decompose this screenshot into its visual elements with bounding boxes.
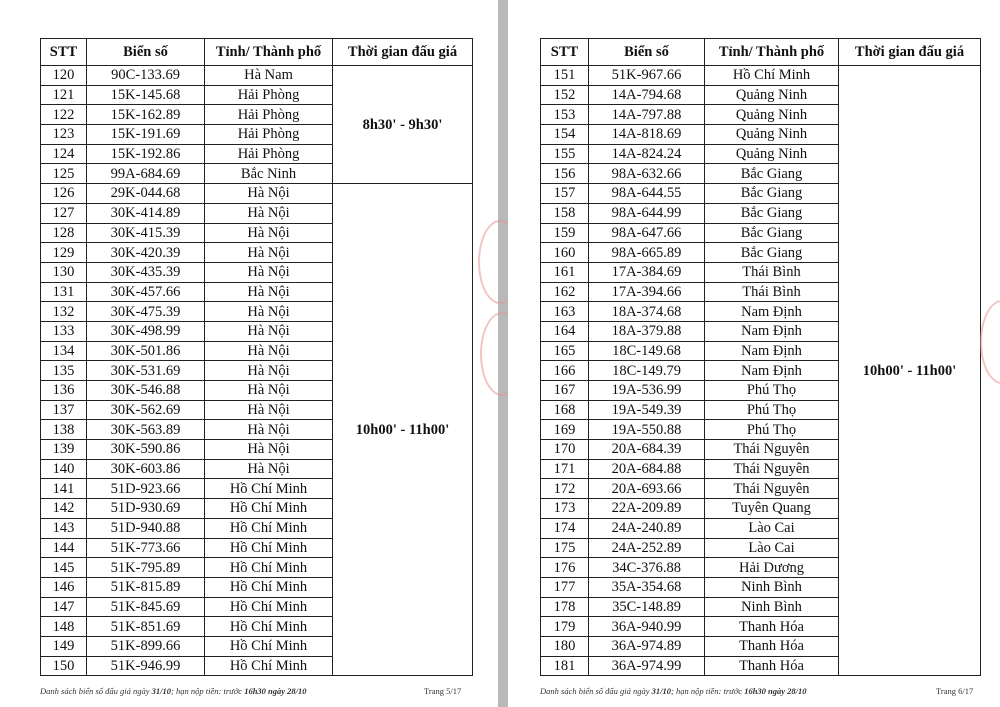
cell-plate-number: 19A-549.39	[589, 400, 705, 420]
cell-stt: 160	[541, 243, 589, 263]
cell-plate-number: 15K-145.68	[87, 85, 205, 105]
cell-province: Phú Thọ	[705, 381, 839, 401]
cell-province: Hà Nội	[205, 321, 333, 341]
cell-stt: 157	[541, 184, 589, 204]
cell-province: Hà Nội	[205, 361, 333, 381]
cell-stt: 153	[541, 105, 589, 125]
cell-stt: 165	[541, 341, 589, 361]
cell-plate-number: 17A-394.66	[589, 282, 705, 302]
footer-date: 31/10	[151, 686, 172, 696]
cell-auction-time: 8h30' - 9h30'	[333, 66, 473, 184]
cell-province: Hà Nội	[205, 440, 333, 460]
cell-province: Thái Nguyên	[705, 459, 839, 479]
cell-province: Hà Nội	[205, 341, 333, 361]
cell-province: Thanh Hóa	[705, 636, 839, 656]
header-stt: STT	[541, 39, 589, 66]
cell-province: Ninh Bình	[705, 597, 839, 617]
cell-plate-number: 51K-967.66	[589, 66, 705, 86]
cell-plate-number: 90C-133.69	[87, 66, 205, 86]
cell-plate-number: 20A-693.66	[589, 479, 705, 499]
cell-province: Hải Phòng	[205, 85, 333, 105]
cell-plate-number: 30K-414.89	[87, 203, 205, 223]
cell-stt: 156	[541, 164, 589, 184]
cell-stt: 124	[41, 144, 87, 164]
header-stt: STT	[41, 39, 87, 66]
table-header-row	[541, 39, 981, 66]
cell-stt: 172	[541, 479, 589, 499]
cell-stt: 126	[41, 184, 87, 204]
cell-plate-number: 30K-563.89	[87, 420, 205, 440]
cell-province: Hà Nội	[205, 223, 333, 243]
cell-stt: 161	[541, 262, 589, 282]
cell-plate-number: 30K-435.39	[87, 262, 205, 282]
document-page-left	[0, 0, 498, 707]
cell-plate-number: 18C-149.79	[589, 361, 705, 381]
cell-plate-number: 19A-536.99	[589, 381, 705, 401]
cell-stt: 134	[41, 341, 87, 361]
cell-plate-number: 24A-252.89	[589, 538, 705, 558]
cell-stt: 131	[41, 282, 87, 302]
cell-stt: 180	[541, 636, 589, 656]
cell-stt: 142	[41, 499, 87, 519]
cell-stt: 159	[541, 223, 589, 243]
cell-stt: 132	[41, 302, 87, 322]
cell-plate-number: 51K-795.89	[87, 558, 205, 578]
cell-province: Thái Bình	[705, 262, 839, 282]
cell-stt: 163	[541, 302, 589, 322]
header-auction-time: Thời gian đấu giá	[839, 39, 981, 66]
cell-stt: 158	[541, 203, 589, 223]
cell-stt: 148	[41, 617, 87, 637]
cell-plate-number: 30K-562.69	[87, 400, 205, 420]
cell-plate-number: 22A-209.89	[589, 499, 705, 519]
cell-province: Ninh Bình	[705, 577, 839, 597]
cell-stt: 178	[541, 597, 589, 617]
cell-stt: 127	[41, 203, 87, 223]
cell-stt: 169	[541, 420, 589, 440]
page-footer	[40, 686, 307, 696]
cell-stt: 135	[41, 361, 87, 381]
cell-stt: 145	[41, 558, 87, 578]
cell-province: Hồ Chí Minh	[205, 597, 333, 617]
cell-stt: 120	[41, 66, 87, 86]
cell-province: Bắc Giang	[705, 203, 839, 223]
cell-plate-number: 18A-379.88	[589, 321, 705, 341]
cell-province: Thái Nguyên	[705, 440, 839, 460]
cell-stt: 171	[541, 459, 589, 479]
plates-table	[40, 38, 473, 676]
cell-province: Thái Nguyên	[705, 479, 839, 499]
cell-plate-number: 51K-851.69	[87, 617, 205, 637]
cell-plate-number: 19A-550.88	[589, 420, 705, 440]
cell-plate-number: 18A-374.68	[589, 302, 705, 322]
cell-stt: 152	[541, 85, 589, 105]
page-number: Trang 6/17	[936, 686, 974, 696]
cell-province: Bắc Giang	[705, 164, 839, 184]
cell-plate-number: 51K-815.89	[87, 577, 205, 597]
cell-province: Nam Định	[705, 361, 839, 381]
cell-stt: 176	[541, 558, 589, 578]
footer-deadline: 16h30 ngày 28/10	[244, 686, 307, 696]
cell-stt: 168	[541, 400, 589, 420]
cell-province: Phú Thọ	[705, 400, 839, 420]
document-page-right	[508, 0, 1000, 707]
red-stamp-mark	[980, 300, 1000, 384]
cell-province: Hồ Chí Minh	[205, 617, 333, 637]
cell-stt: 128	[41, 223, 87, 243]
cell-province: Lào Cai	[705, 518, 839, 538]
cell-plate-number: 30K-475.39	[87, 302, 205, 322]
cell-stt: 133	[41, 321, 87, 341]
cell-plate-number: 14A-818.69	[589, 125, 705, 145]
cell-plate-number: 51K-845.69	[87, 597, 205, 617]
cell-province: Thanh Hóa	[705, 656, 839, 676]
page-number: Trang 5/17	[424, 686, 462, 696]
cell-plate-number: 98A-665.89	[589, 243, 705, 263]
cell-province: Hà Nội	[205, 203, 333, 223]
cell-province: Thanh Hóa	[705, 617, 839, 637]
cell-plate-number: 30K-590.86	[87, 440, 205, 460]
cell-stt: 123	[41, 125, 87, 145]
cell-stt: 129	[41, 243, 87, 263]
cell-province: Bắc Giang	[705, 184, 839, 204]
cell-stt: 177	[541, 577, 589, 597]
cell-province: Hồ Chí Minh	[205, 656, 333, 676]
footer-mid: ; hạn nộp tiền: trước	[171, 686, 245, 696]
cell-plate-number: 98A-647.66	[589, 223, 705, 243]
cell-plate-number: 51K-773.66	[87, 538, 205, 558]
cell-plate-number: 51K-946.99	[87, 656, 205, 676]
cell-province: Hà Nội	[205, 381, 333, 401]
cell-plate-number: 36A-940.99	[589, 617, 705, 637]
cell-province: Hải Phòng	[205, 105, 333, 125]
cell-province: Quảng Ninh	[705, 85, 839, 105]
cell-plate-number: 15K-162.89	[87, 105, 205, 125]
cell-province: Nam Định	[705, 321, 839, 341]
cell-province: Hồ Chí Minh	[705, 66, 839, 86]
cell-province: Hà Nam	[205, 66, 333, 86]
cell-plate-number: 30K-531.69	[87, 361, 205, 381]
cell-province: Quảng Ninh	[705, 105, 839, 125]
footer-deadline: 16h30 ngày 28/10	[744, 686, 807, 696]
cell-plate-number: 34C-376.88	[589, 558, 705, 578]
cell-province: Hồ Chí Minh	[205, 636, 333, 656]
table-row	[541, 66, 981, 86]
cell-stt: 181	[541, 656, 589, 676]
cell-stt: 125	[41, 164, 87, 184]
cell-plate-number: 51K-899.66	[87, 636, 205, 656]
cell-province: Hồ Chí Minh	[205, 518, 333, 538]
cell-stt: 146	[41, 577, 87, 597]
cell-stt: 162	[541, 282, 589, 302]
cell-province: Hà Nội	[205, 262, 333, 282]
cell-plate-number: 29K-044.68	[87, 184, 205, 204]
table-row	[41, 66, 473, 86]
cell-province: Hà Nội	[205, 420, 333, 440]
footer-prefix: Danh sách biển số đấu giá ngày	[40, 686, 152, 696]
cell-stt: 155	[541, 144, 589, 164]
cell-province: Hồ Chí Minh	[205, 499, 333, 519]
cell-stt: 139	[41, 440, 87, 460]
cell-plate-number: 30K-415.39	[87, 223, 205, 243]
cell-province: Quảng Ninh	[705, 144, 839, 164]
cell-plate-number: 36A-974.99	[589, 656, 705, 676]
cell-stt: 147	[41, 597, 87, 617]
footer-mid: ; hạn nộp tiền: trước	[671, 686, 745, 696]
cell-stt: 167	[541, 381, 589, 401]
cell-stt: 154	[541, 125, 589, 145]
cell-stt: 174	[541, 518, 589, 538]
cell-stt: 150	[41, 656, 87, 676]
cell-stt: 143	[41, 518, 87, 538]
cell-stt: 149	[41, 636, 87, 656]
cell-province: Bắc Giang	[705, 223, 839, 243]
cell-plate-number: 35C-148.89	[589, 597, 705, 617]
cell-province: Hồ Chí Minh	[205, 479, 333, 499]
cell-stt: 122	[41, 105, 87, 125]
table-header-row	[41, 39, 473, 66]
cell-province: Hà Nội	[205, 282, 333, 302]
header-auction-time: Thời gian đấu giá	[333, 39, 473, 66]
cell-stt: 151	[541, 66, 589, 86]
cell-province: Hải Phòng	[205, 125, 333, 145]
cell-province: Bắc Giang	[705, 243, 839, 263]
cell-plate-number: 14A-794.68	[589, 85, 705, 105]
cell-stt: 166	[541, 361, 589, 381]
cell-province: Phú Thọ	[705, 420, 839, 440]
cell-plate-number: 15K-192.86	[87, 144, 205, 164]
cell-province: Hà Nội	[205, 243, 333, 263]
cell-stt: 175	[541, 538, 589, 558]
cell-stt: 140	[41, 459, 87, 479]
header-province: Tỉnh/ Thành phố	[205, 39, 333, 66]
cell-province: Bắc Ninh	[205, 164, 333, 184]
cell-province: Hồ Chí Minh	[205, 558, 333, 578]
cell-plate-number: 15K-191.69	[87, 125, 205, 145]
cell-plate-number: 30K-457.66	[87, 282, 205, 302]
cell-stt: 173	[541, 499, 589, 519]
cell-stt: 121	[41, 85, 87, 105]
cell-stt: 138	[41, 420, 87, 440]
cell-province: Quảng Ninh	[705, 125, 839, 145]
cell-plate-number: 35A-354.68	[589, 577, 705, 597]
cell-province: Hà Nội	[205, 302, 333, 322]
cell-plate-number: 98A-632.66	[589, 164, 705, 184]
cell-plate-number: 24A-240.89	[589, 518, 705, 538]
table-row	[41, 184, 473, 204]
cell-province: Nam Định	[705, 341, 839, 361]
cell-plate-number: 36A-974.89	[589, 636, 705, 656]
cell-plate-number: 30K-420.39	[87, 243, 205, 263]
cell-plate-number: 98A-644.99	[589, 203, 705, 223]
cell-plate-number: 30K-546.88	[87, 381, 205, 401]
cell-plate-number: 17A-384.69	[589, 262, 705, 282]
cell-province: Hồ Chí Minh	[205, 538, 333, 558]
cell-plate-number: 99A-684.69	[87, 164, 205, 184]
cell-stt: 130	[41, 262, 87, 282]
cell-province: Hồ Chí Minh	[205, 577, 333, 597]
cell-province: Hải Phòng	[205, 144, 333, 164]
cell-plate-number: 20A-684.88	[589, 459, 705, 479]
header-plate-number: Biển số	[87, 39, 205, 66]
cell-stt: 136	[41, 381, 87, 401]
cell-province: Hà Nội	[205, 400, 333, 420]
cell-auction-time: 10h00' - 11h00'	[839, 66, 981, 676]
cell-plate-number: 51D-930.69	[87, 499, 205, 519]
page-footer	[540, 686, 807, 696]
cell-province: Hà Nội	[205, 184, 333, 204]
footer-date: 31/10	[651, 686, 672, 696]
cell-plate-number: 14A-824.24	[589, 144, 705, 164]
cell-stt: 179	[541, 617, 589, 637]
cell-plate-number: 51D-923.66	[87, 479, 205, 499]
cell-plate-number: 51D-940.88	[87, 518, 205, 538]
cell-province: Thái Bình	[705, 282, 839, 302]
cell-plate-number: 30K-498.99	[87, 321, 205, 341]
cell-stt: 164	[541, 321, 589, 341]
cell-plate-number: 18C-149.68	[589, 341, 705, 361]
header-province: Tỉnh/ Thành phố	[705, 39, 839, 66]
cell-plate-number: 14A-797.88	[589, 105, 705, 125]
cell-stt: 141	[41, 479, 87, 499]
cell-province: Tuyên Quang	[705, 499, 839, 519]
cell-plate-number: 98A-644.55	[589, 184, 705, 204]
cell-stt: 170	[541, 440, 589, 460]
footer-prefix: Danh sách biển số đấu giá ngày	[540, 686, 652, 696]
cell-stt: 137	[41, 400, 87, 420]
header-plate-number: Biển số	[589, 39, 705, 66]
cell-province: Lào Cai	[705, 538, 839, 558]
cell-plate-number: 30K-603.86	[87, 459, 205, 479]
cell-plate-number: 20A-684.39	[589, 440, 705, 460]
plates-table	[540, 38, 981, 676]
cell-province: Hải Dương	[705, 558, 839, 578]
cell-plate-number: 30K-501.86	[87, 341, 205, 361]
cell-province: Nam Định	[705, 302, 839, 322]
cell-auction-time: 10h00' - 11h00'	[333, 184, 473, 676]
cell-stt: 144	[41, 538, 87, 558]
cell-province: Hà Nội	[205, 459, 333, 479]
